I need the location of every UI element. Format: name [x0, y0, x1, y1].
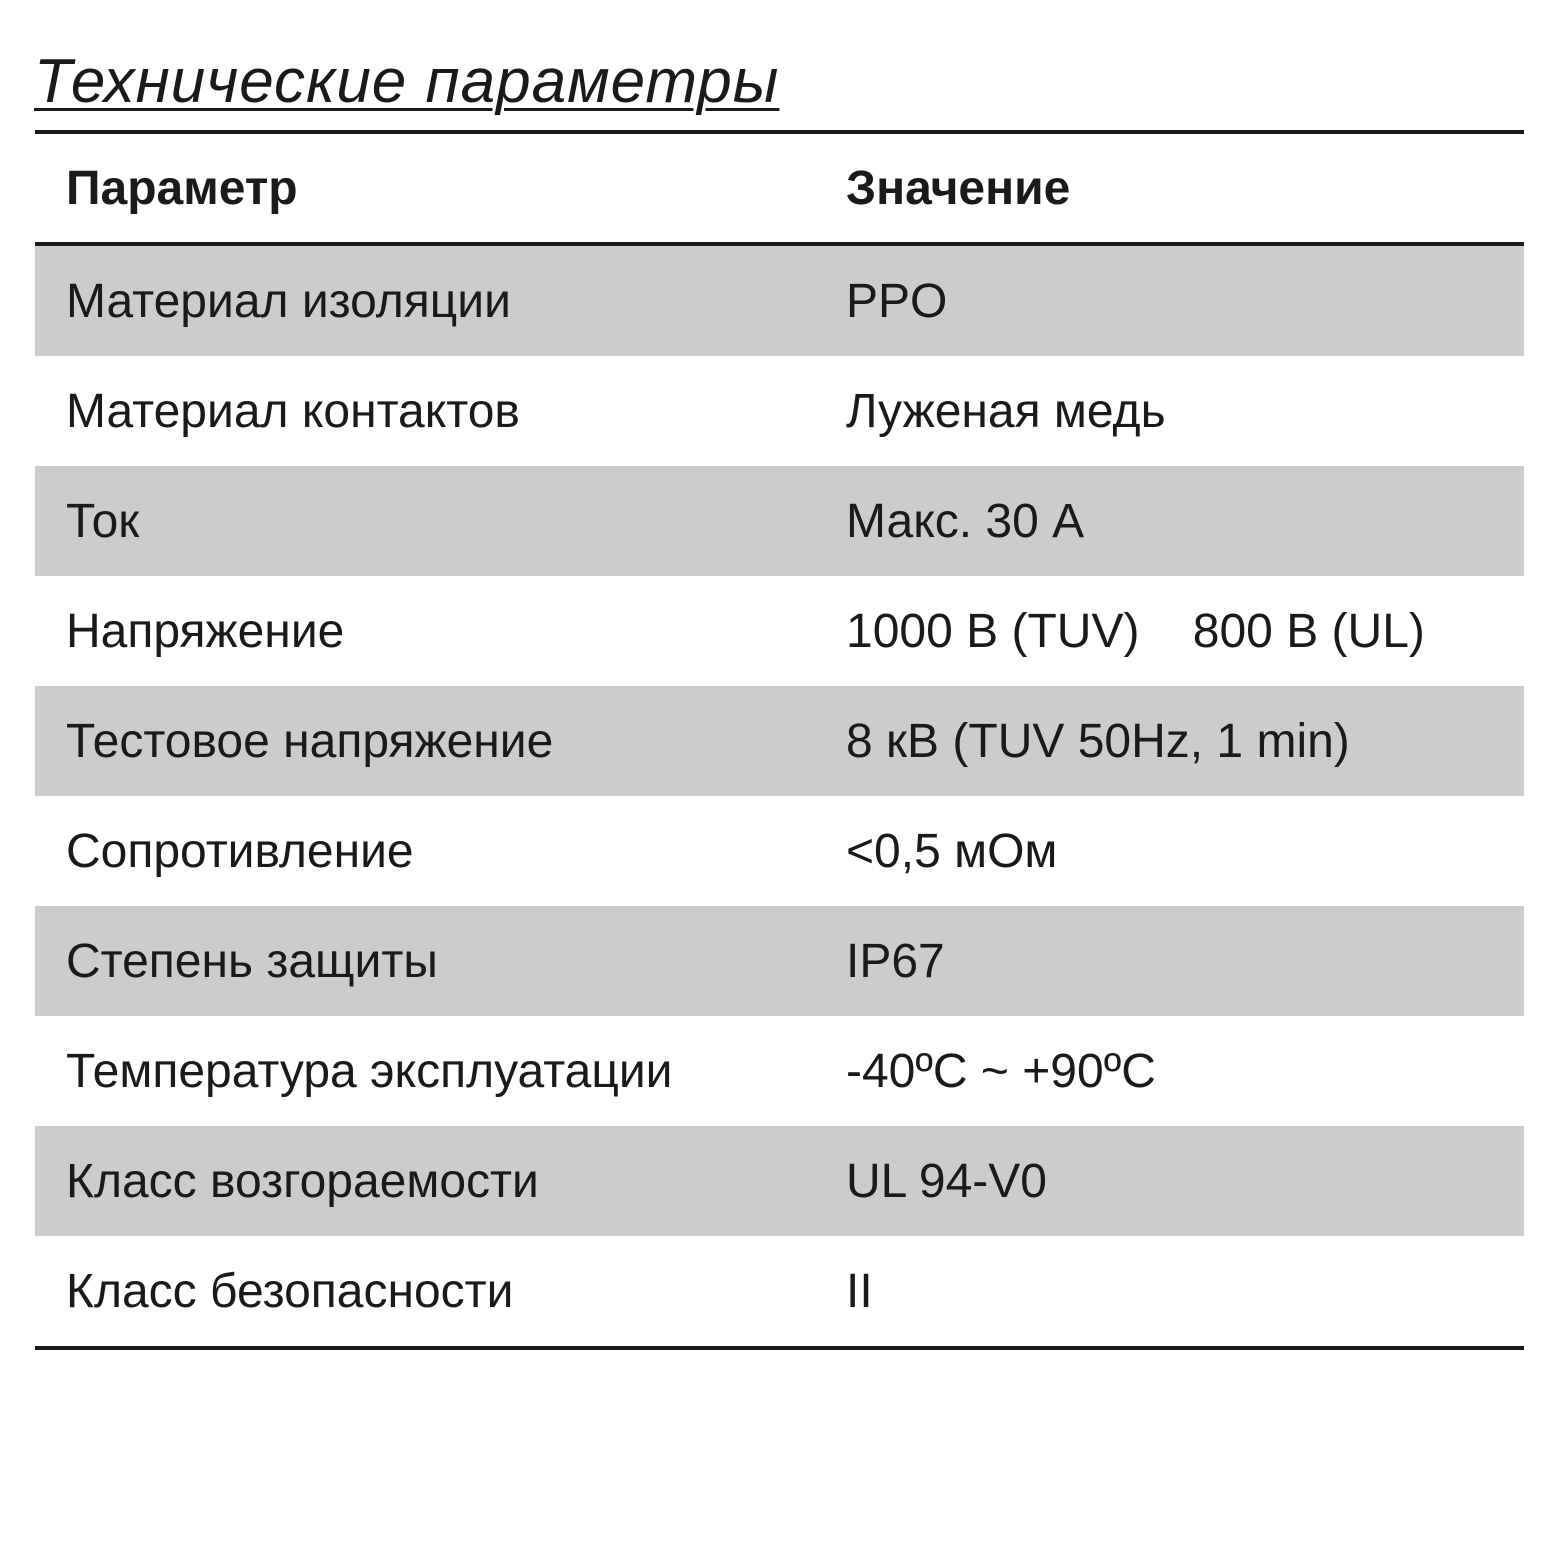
param-cell: Тестовое напряжение — [35, 686, 846, 796]
value-cell: PPO — [846, 244, 1524, 356]
value-cell: <0,5 мОм — [846, 824, 1058, 878]
param-cell: Степень защиты — [35, 906, 846, 1016]
param-cell: Напряжение — [66, 604, 345, 658]
param-cell: Температура эксплуатации — [66, 1044, 673, 1098]
value-cell: IP67 — [846, 906, 1524, 1016]
param-cell: Ток — [35, 466, 846, 576]
value-cell: Луженая медь — [846, 384, 1166, 438]
table-row — [35, 796, 1524, 906]
value-cell: Макс. 30 А — [846, 466, 1524, 576]
value-cell: 8 кВ (TUV 50Hz, 1 min) — [846, 686, 1524, 796]
param-cell: Материал контактов — [66, 384, 520, 438]
value-cell: UL 94-V0 — [846, 1126, 1524, 1236]
page-title: Технические параметры — [34, 47, 780, 116]
value-cell: 1000 В (TUV) 800 В (UL) — [846, 604, 1425, 658]
table-row — [35, 576, 1524, 686]
param-cell: Сопротивление — [66, 824, 414, 878]
param-cell: Класс безопасности — [66, 1264, 514, 1318]
table-row — [35, 906, 1524, 1016]
spec-table — [35, 130, 1524, 1350]
table-row — [35, 1126, 1524, 1236]
table-row — [35, 686, 1524, 796]
table-row — [35, 356, 1524, 466]
param-cell: Класс возгораемости — [35, 1126, 846, 1236]
column-header-param: Параметр — [35, 132, 846, 244]
column-header-value: Значение — [846, 132, 1524, 244]
table-header-row — [35, 132, 1524, 244]
param-cell: Материал изоляции — [35, 244, 846, 356]
table-row — [35, 1236, 1524, 1348]
table-row — [35, 466, 1524, 576]
table-row — [35, 244, 1524, 356]
table-row — [35, 1016, 1524, 1126]
value-cell: II — [846, 1264, 873, 1318]
value-cell: -40ºC ~ +90ºC — [846, 1044, 1156, 1098]
